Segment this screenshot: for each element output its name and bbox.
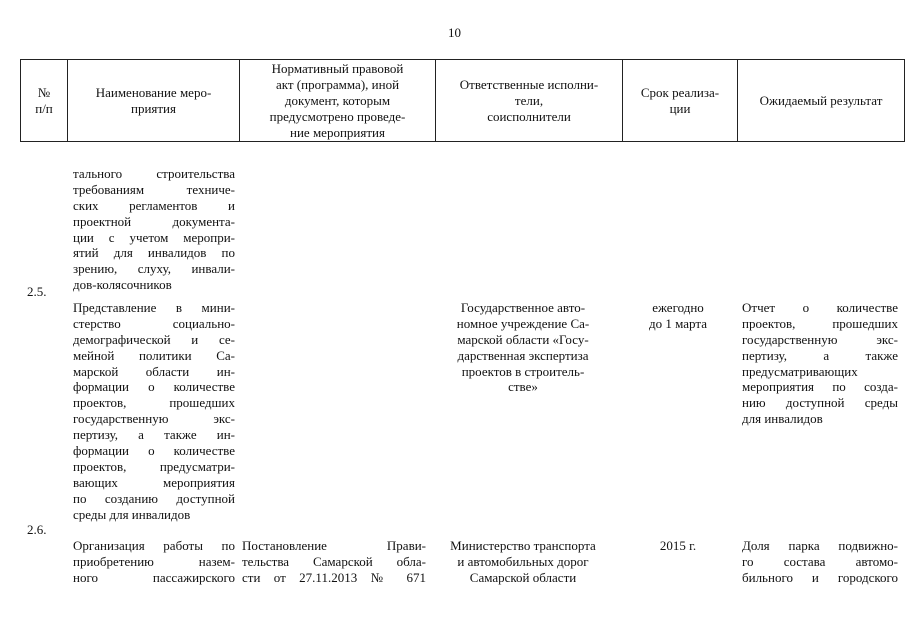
row-2-5-term: ежегодно до 1 марта <box>649 299 707 331</box>
row-2-6-number: 2.6. <box>27 522 47 537</box>
header-number: № п/п <box>21 60 68 142</box>
row-continued-name: тального строительства требованиям техниче- ских регламентов и проектной документа- ции с учетом меропри- ятий для инвалидов по зрению, слуху, инвали- дов-колясочников <box>73 165 235 293</box>
row-2-5-responsible: Государственное авто- номное учреждение Са- марской области «Госу- дарственная экспертиза проектов в строитель- стве» <box>456 299 590 395</box>
row-2-6-term: 2015 г. <box>659 537 697 553</box>
row-2-5-name: Представление в мини- стерство социально- демографической и се- мейной политики Са- марской области ин- формации о количестве проектов, прошедших государственную экс- пертизу, а также ин- формации о количестве проектов, предусматри- вающих мероприятия по созданию доступной среды для инвалидов <box>73 299 235 522</box>
row-2-5-result: Отчет о количестве проектов, прошедших государственную экс- пертизу, а также предусматривающих мероприятия по созда- нию доступной среды для инвалидов <box>742 299 898 427</box>
row-2-5-number: 2.5. <box>27 284 47 299</box>
header-name: Наименование меро- приятия <box>68 60 240 142</box>
row-2-6-responsible: Министерство транспорта и автомобильных дорог Самарской области <box>450 537 596 585</box>
table-header <box>20 59 905 142</box>
row-2-6-result: Доля парка подвижно- го состава автомо- бильного и городского <box>742 537 898 585</box>
header-responsible: Ответственные исполни- тели, соисполнители <box>436 60 623 142</box>
header-result: Ожидаемый результат <box>738 60 905 142</box>
page-number: 10 <box>448 25 461 40</box>
row-2-6-document: Постановление Прави- тельства Самарской обла- сти от 27.11.2013 № 671 <box>242 537 426 585</box>
header-term: Срок реализа- ции <box>623 60 738 142</box>
header-document: Нормативный правовой акт (программа), иной документ, которым предусмотрено проведе- ние мероприятия <box>240 60 436 142</box>
row-2-6-name: Организация работы по приобретению назем- ного пассажирского <box>73 537 235 585</box>
